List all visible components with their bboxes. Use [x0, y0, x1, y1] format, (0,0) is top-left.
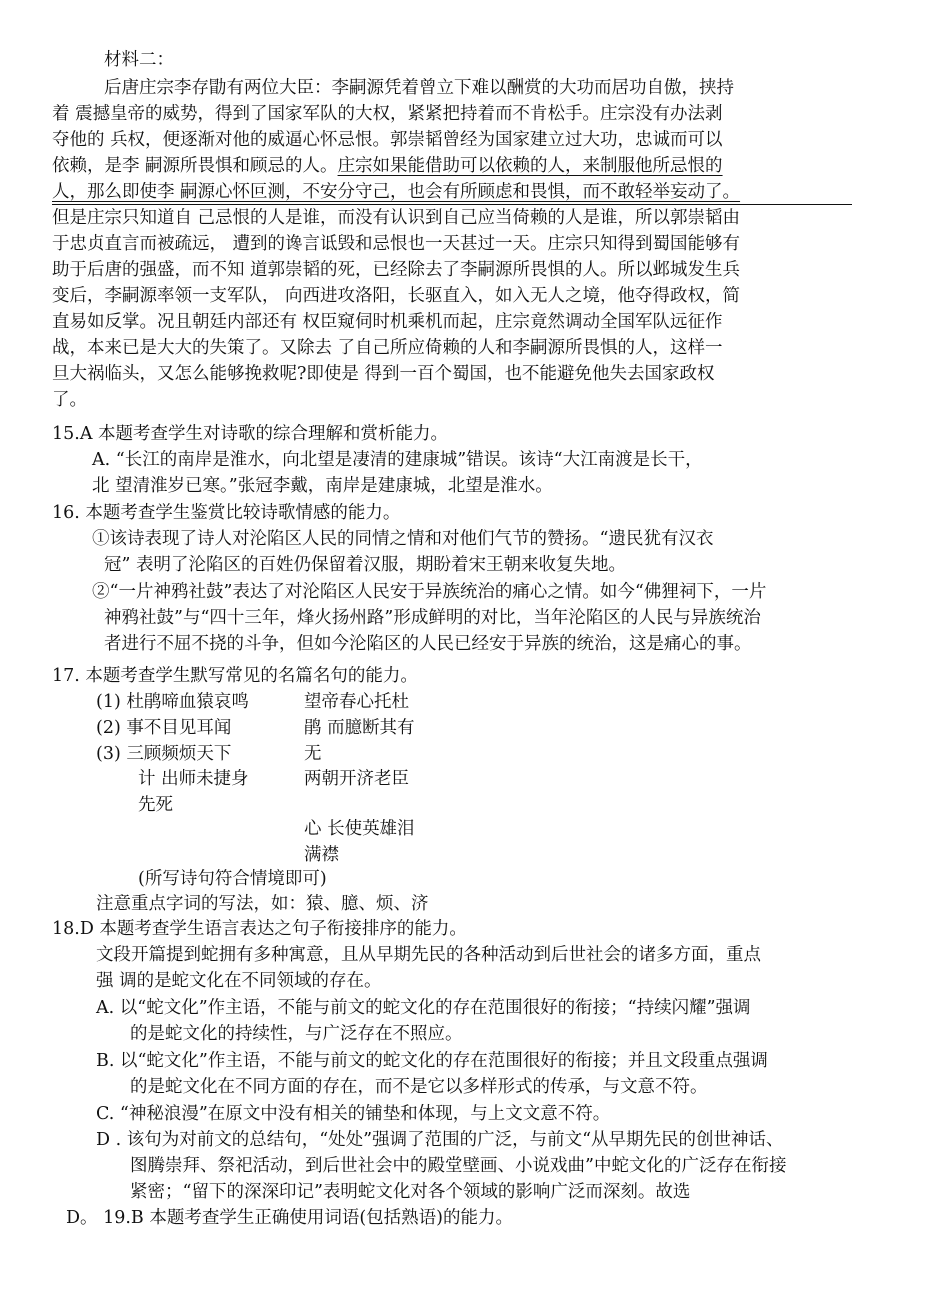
underlined-sentence: 人，那么即使李 嗣源心怀叵测，不安分守己，也会有所顾虑和畏惧，而不敢轻举妄动了。 [52, 182, 741, 202]
q17-item: 满襟 [304, 845, 339, 865]
q18-option-line: 的是蛇文化的持续性，与广泛存在不照应。 [130, 1024, 463, 1044]
q16-line: ②“一片神鸦社鼓”表达了对沦陷区人民安于异族统治的痛心之情。如今“佛狸祠下，一片 [92, 582, 767, 602]
underlined-sentence: 庄宗如果能借助可以依赖的人，来制服他所忌恨的 [337, 156, 723, 176]
material2-line: 变后，李嗣源率领一支军队， 向西进攻洛阳，长驱直入，如入无人之境，他夺得政权，简 [52, 286, 741, 306]
q17-item: 两朝开济老臣 [304, 769, 409, 789]
q18-option-line: C. “神秘浪漫”在原文中没有相关的铺垫和体现，与上文文意不符。 [96, 1104, 611, 1124]
q17-note: (所写诗句符合情境即可) [138, 869, 327, 889]
q18-option-line: D . 该句为对前文的总结句，“处处”强调了范围的广泛，与前文“从早期先民的创世神话、 [96, 1130, 784, 1150]
q18-option-line: B. 以“蛇文化”作主语，不能与前文的蛇文化的存在范围很好的衔接；并且文段重点强调 [96, 1051, 768, 1071]
q15-header: 15.A 本题考查学生对诗歌的综合理解和赏析能力。 [52, 424, 449, 444]
q16-line: ①该诗表现了诗人对沦陷区人民的同情之情和对他们气节的赞扬。“遗民犹有汉衣 [92, 529, 714, 549]
q16-line: 神鸦社鼓”与“四十三年，烽火扬州路”形成鲜明的对比，当年沦陷区的人民与异族统治 [104, 608, 761, 628]
q17-item: 先死 [138, 795, 173, 815]
q17-header: 17. 本题考查学生默写常见的名篇名句的能力。 [52, 666, 418, 686]
q17-item: 心 长使英雄泪 [304, 819, 415, 839]
q18-option-line: A. 以“蛇文化”作主语，不能与前文的蛇文化的存在范围很好的衔接；“持续闪耀”强调 [96, 998, 751, 1018]
q19-line: D。 19.B 本题考查学生正确使用词语(包括熟语)的能力。 [66, 1208, 514, 1228]
q17-item: 望帝春心托杜 [304, 692, 409, 712]
material2-line: 但是庄宗只知道自 己忌恨的人是谁，而没有认识到自己应当倚赖的人是谁，所以郭崇韬由 [52, 208, 741, 228]
q18-option-line: 图腾崇拜、祭祀活动，到后世社会中的殿堂壁画、小说戏曲”中蛇文化的广泛存在衔接 [130, 1156, 787, 1176]
material2-line: 助于后唐的强盛，而不知 道郭崇韬的死，已经除去了李嗣源所畏惧的人。所以邺城发生兵 [52, 260, 741, 280]
material2-line-part: 依赖，是李 嗣源所畏惧和顾忌的人。 [52, 156, 338, 176]
q18-intro-line: 文段开篇提到蛇拥有多种寓意，且从早期先民的各种活动到后世社会的诸多方面，重点 [96, 945, 761, 965]
q17-item: (2) 事不目见耳闻 [96, 718, 232, 738]
material2-heading: 材料二： [104, 50, 174, 70]
q17-item: (3) 三顾频烦天下 [96, 744, 232, 764]
q18-intro-line: 强 调的是蛇文化在不同领域的存在。 [96, 971, 382, 991]
material2-line [52, 154, 723, 178]
q17-item: 计 出师未捷身 [138, 769, 249, 789]
material2-line: 直易如反掌。况且朝廷内部还有 权臣窥伺时机乘机而起，庄宗竟然调动全国军队远征作 [52, 312, 723, 332]
q15-line: 北 望清淮岁已寒。”张冠李戴，南岸是建康城，北望是淮水。 [92, 476, 553, 496]
q15-line: A. “长江的南岸是淮水，向北望是凄清的建康城”错误。该诗“大江南渡是长干， [92, 450, 703, 470]
q17-item: (1) 杜鹃啼血猿哀鸣 [96, 692, 249, 712]
material2-line: 旦大祸临头，又怎么能够挽救呢?即使是 得到一百个蜀国，也不能避免他失去国家政权 [52, 364, 715, 384]
q18-header: 18.D 本题考查学生语言表达之句子衔接排序的能力。 [52, 919, 467, 939]
q18-option-line: 紧密；“留下的深深印记”表明蛇文化对各个领域的影响广泛而深刻。故选 [130, 1182, 691, 1202]
q16-line: 冠” 表明了沦陷区的百姓仍保留着汉服，期盼着宋王朝来收复失地。 [104, 555, 627, 575]
q17-item: 无 [304, 744, 322, 764]
material2-line: 着 震撼皇帝的威势，得到了国家军队的大权，紧紧把持着而不肯松手。庄宗没有办法剥 [52, 104, 723, 124]
q16-header: 16. 本题考查学生鉴赏比较诗歌情感的能力。 [52, 503, 401, 523]
q16-line: 者进行不屈不挠的斗争，但如今沦陷区的人民已经安于异族的统治，这是痛心的事。 [104, 634, 752, 654]
q18-option-line: 的是蛇文化在不同方面的存在，而不是它以多样形式的传承，与文意不符。 [130, 1077, 708, 1097]
q17-item: 鹃 而臆断其有 [304, 718, 415, 738]
material2-line: 后唐庄宗李存勖有两位大臣：李嗣源凭着曾立下难以酬赏的大功而居功自傲，挟持 [104, 78, 734, 98]
horizontal-rule [52, 204, 852, 205]
material2-line: 于忠贞直言而被疏远， 遭到的谗言诋毁和忌恨也一天甚过一天。庄宗只知得到蜀国能够有 [52, 234, 741, 254]
material2-line: 了。 [52, 390, 87, 410]
material2-line: 夺他的 兵权，便逐渐对他的威逼心怀忌恨。郭崇韬曾经为国家建立过大功，忠诚而可以 [52, 130, 723, 150]
material2-line: 战，本来已是大大的失策了。又除去 了自己所应倚赖的人和李嗣源所畏惧的人，这样一 [52, 338, 723, 358]
q17-tip: 注意重点字词的写法，如：猿、臆、烦、济 [96, 894, 429, 914]
